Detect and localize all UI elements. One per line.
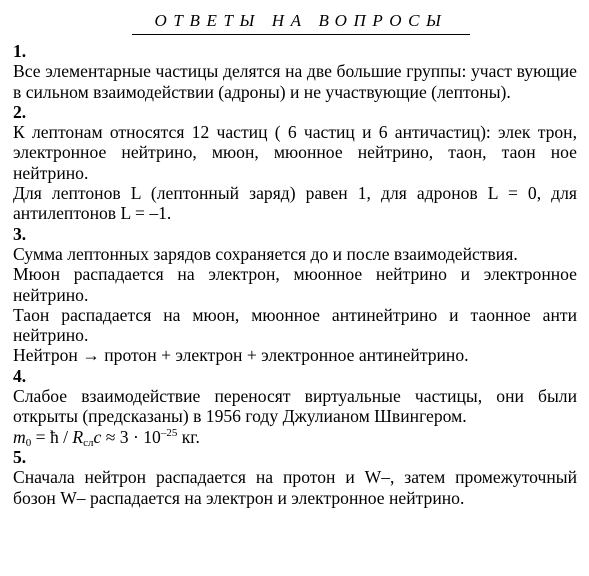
text-line: нейтрино.	[13, 325, 89, 346]
paragraph	[13, 244, 577, 264]
text-line: открыты (предсказаны) в 1956 году Джулианом Швингером.	[13, 406, 467, 427]
text-line: нейтрино.	[13, 284, 89, 305]
text-line: бозон W– распадается на электрон и электронное нейтрино.	[13, 487, 465, 508]
paragraph	[13, 264, 577, 305]
paragraph	[13, 305, 577, 346]
text-line: Нейтрон → протон + электрон + электронное антинейтрино.	[13, 345, 469, 366]
text-line: К лептонам относятся 12 частиц ( 6 частиц и 6 античастиц): элек	[13, 122, 531, 143]
paragraph	[13, 61, 577, 102]
formula-approx: ≈ 3 · 10	[101, 426, 161, 447]
paragraph	[13, 183, 577, 224]
text-line: Для лептонов L (лептонный заряд) равен 1, для адронов L = 0, для	[13, 183, 577, 204]
text-line: Таон распадается на мюон, мюонное антинейтрино и таонное анти	[13, 304, 577, 325]
text-line: антилептонов L = –1.	[13, 203, 172, 224]
paragraph	[13, 122, 577, 183]
text-line: трон, электронное нейтрино, мюон, мюонное нейтрино, таон, таон	[13, 122, 577, 163]
formula-light-speed-symbol: c	[93, 426, 102, 447]
answers-content	[13, 41, 577, 508]
section-number: 5.	[13, 446, 27, 467]
formula-radius-subscript: сл	[83, 436, 94, 449]
section-number: 2.	[13, 101, 27, 122]
formula-exponent: –25	[160, 426, 178, 439]
text-line: Все элементарные частицы делятся на две большие группы: участ	[13, 61, 512, 82]
paragraph	[13, 386, 577, 427]
section-number: 3.	[13, 223, 27, 244]
section-number: 1.	[13, 41, 27, 61]
text-line: Слабое взаимодействие переносят виртуальные частицы, они были	[13, 386, 577, 407]
paragraph	[13, 345, 577, 365]
formula-mass-subscript: 0	[25, 436, 32, 449]
header	[132, 10, 470, 35]
text-line: Сумма лептонных зарядов сохраняется до и после взаимодействия.	[13, 243, 518, 264]
page-title: ОТВЕТЫ НА ВОПРОСЫ	[154, 11, 448, 30]
formula-equals: = ħ /	[31, 426, 73, 447]
paragraph	[13, 467, 577, 508]
formula-unit: кг.	[177, 426, 200, 447]
formula-radius-symbol: R	[72, 426, 84, 447]
text-line: ное нейтрино.	[13, 142, 577, 183]
formula-mass-symbol: m	[13, 426, 26, 447]
text-line: вующие в сильном взаимодействии (адроны) и не участвующие	[13, 61, 577, 102]
text-line: Сначала нейтрон распадается на протон и W–, затем промежуточный	[13, 467, 577, 488]
section-number: 4.	[13, 365, 27, 386]
text-line: Мюон распадается на электрон, мюонное нейтрино и электронное	[13, 264, 577, 285]
text-line: (лептоны).	[431, 81, 511, 102]
formula	[13, 427, 577, 447]
